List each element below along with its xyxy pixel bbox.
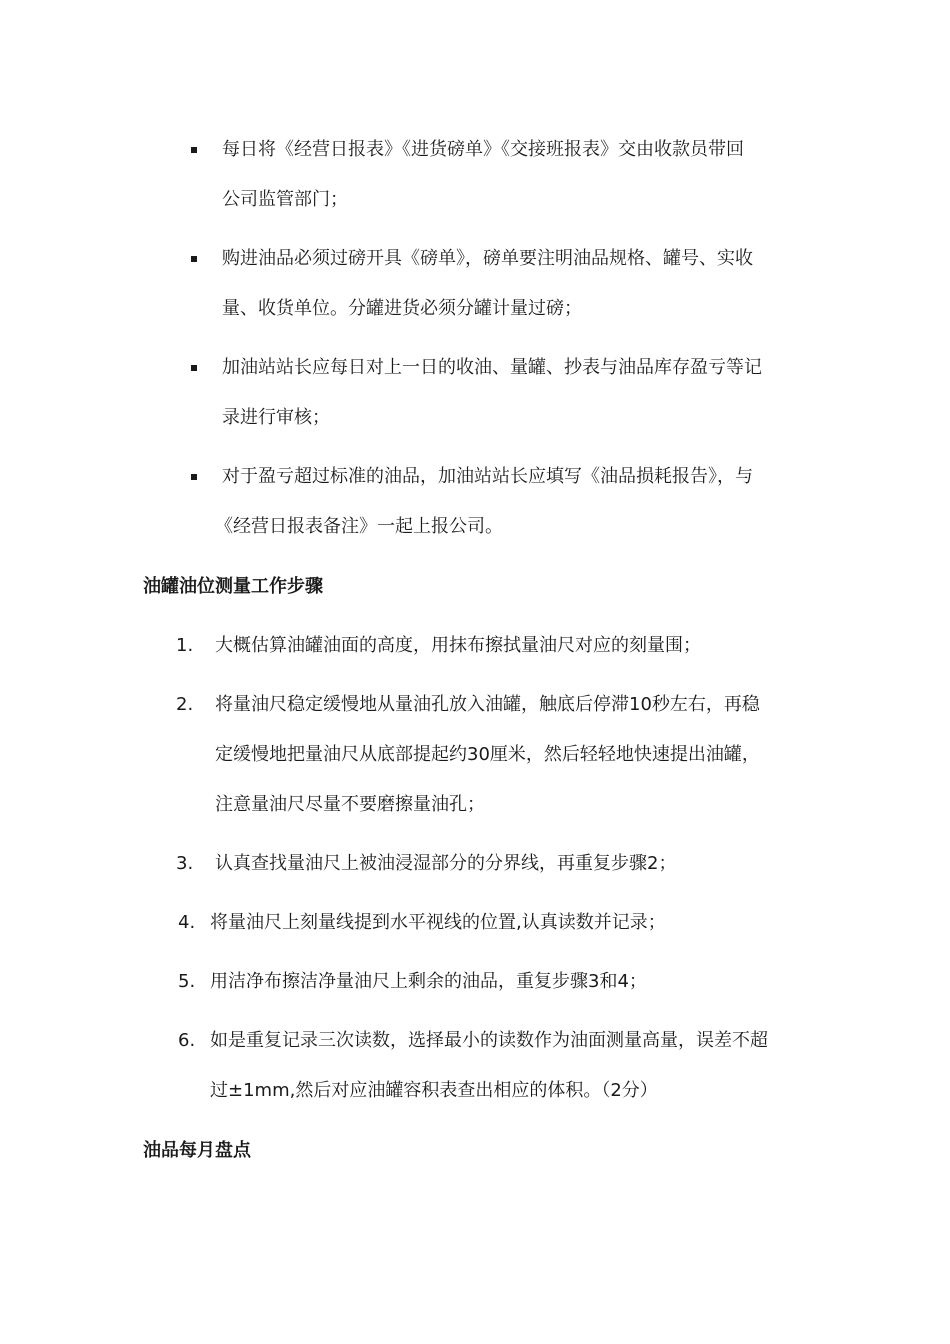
step-number: 1. [176,635,194,656]
bullet-2-line-2: 量、收货单位。分罐进货必须分罐计量过磅； [222,298,582,319]
bullet-1-line-1: 每日将《经营日报表》《进货磅单》《交接班报表》交由收款员带回 [222,139,744,160]
step-number: 2. [176,694,194,715]
bullet-4-line-2: 《经营日报表备注》一起上报公司。 [215,516,503,537]
bullet-marker [191,147,197,153]
bullet-2-line-1: 购进油品必须过磅开具《磅单》，磅单要注明油品规格、罐号、实收 [222,248,753,269]
step-2-line-2: 定缓慢地把量油尺从底部提起约30厘米，然后轻轻地快速提出油罐， [215,744,760,765]
section-heading-tank-measurement: 油罐油位测量工作步骤 [143,576,323,597]
step-number: 6. [178,1030,196,1051]
step-1-line-1: 大概估算油罐油面的高度，用抹布擦拭量油尺对应的刻量围； [215,635,701,656]
bullet-marker [191,256,197,262]
bullet-3-line-2: 录进行审核； [222,407,330,428]
step-number: 5. [178,971,196,992]
step-2-line-3: 注意量油尺尽量不要磨擦量油孔； [215,794,485,815]
step-6-line-2: 过±1mm,然后对应油罐容积表查出相应的体积。（2分） [210,1080,658,1101]
step-6-line-1: 如是重复记录三次读数，选择最小的读数作为油面测量高量，误差不超 [210,1030,768,1051]
bullet-1-line-2: 公司监管部门； [222,189,348,210]
section-heading-monthly-inventory: 油品每月盘点 [143,1140,251,1161]
step-4-line-1: 将量油尺上刻量线提到水平视线的位置,认真读数并记录； [210,912,666,933]
bullet-3-line-1: 加油站站长应每日对上一日的收油、量罐、抄表与油品库存盈亏等记 [222,357,762,378]
step-3-line-1: 认真查找量油尺上被油浸湿部分的分界线，再重复步骤2； [215,853,677,874]
step-5-line-1: 用洁净布擦洁净量油尺上剩余的油品，重复步骤3和4； [210,971,647,992]
step-number: 4. [178,912,196,933]
step-2-line-1: 将量油尺稳定缓慢地从量油孔放入油罐，触底后停滞10秒左右，再稳 [215,694,760,715]
bullet-marker [191,365,197,371]
step-number: 3. [176,853,194,874]
bullet-marker [191,474,197,480]
bullet-4-line-1: 对于盈亏超过标准的油品，加油站站长应填写《油品损耗报告》，与 [222,466,753,487]
